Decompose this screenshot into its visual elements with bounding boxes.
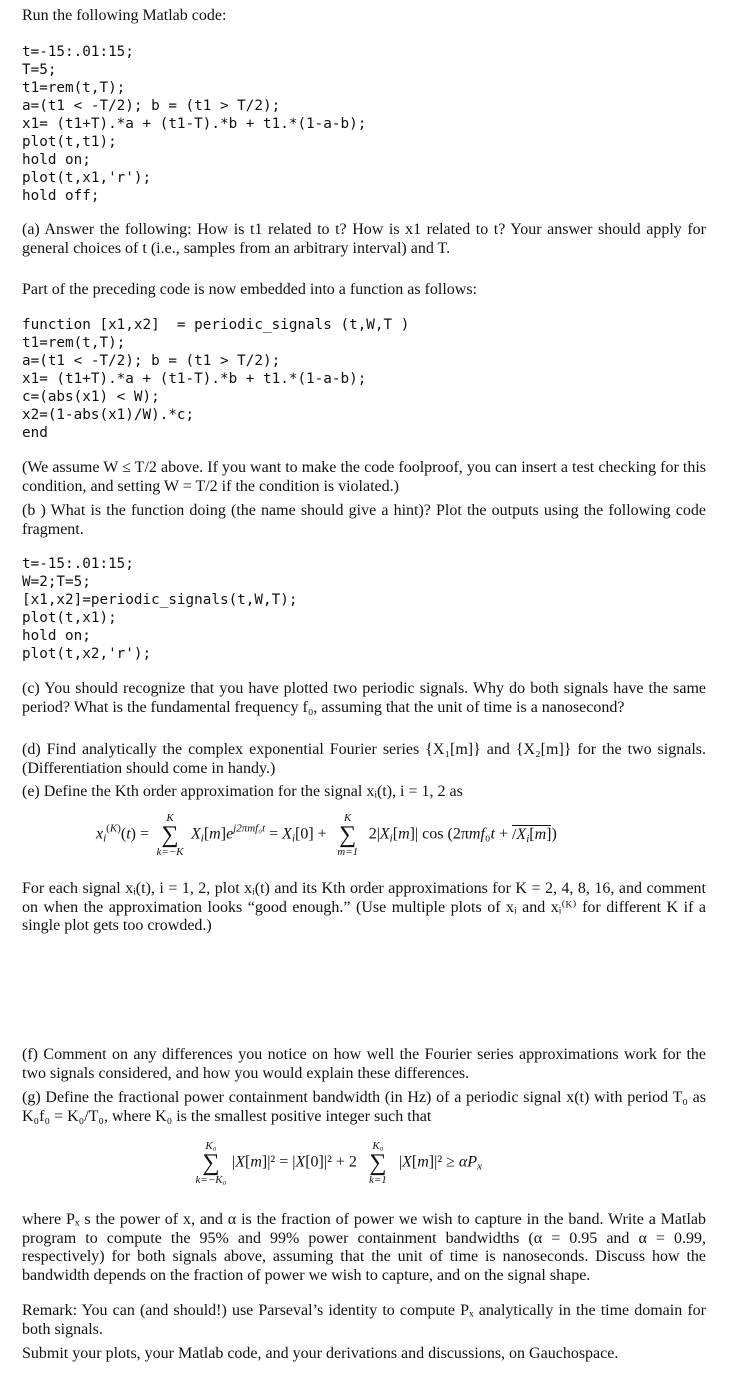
assumption-note: (We assume W ≤ T/2 above. If you want to make the code foolproof, you can insert a test checking for this condition, and setting W = T/2 if the condition is violated.): [22, 459, 706, 495]
code-block-3: [22, 555, 297, 663]
code-line: function [x1,x2] = periodic_signals (t,W,T ): [22, 317, 410, 333]
code-line: plot(t,x1,'r');: [22, 170, 152, 186]
code-line: t1=rem(t,T);: [22, 80, 126, 96]
intro-text: Run the following Matlab code:: [22, 7, 227, 24]
code-line: c=(abs(x1) < W);: [22, 389, 160, 405]
code-line: x2=(1-abs(x1)/W).*c;: [22, 407, 195, 423]
code-line: hold on;: [22, 152, 91, 168]
part-g-instructions: where Pₓ s the power of x, and α is the fraction of power we wish to capture in the band. Write a Matlab program to compute the 95% and 99% power containment bandwidths (α = 0.95 and α = 0.99, respectively) for both signals above, assuming that the unit of time is nanoseconds. Discuss how the bandwidth depends on the fraction of power we wish to capture, and on the signal shape.: [22, 1211, 706, 1284]
code-line: W=2;T=5;: [22, 574, 91, 590]
code-line: plot(t,x1);: [22, 610, 117, 626]
equation-e: $x_i^{(K)}(t)$ = K ∑ k=−K $X_i[m]e^{j2\pi mf_0t} = X_i[0]$ + K ∑ m=1 $2|X_i[m]|$ $\cos (2\pi mf_0t + /X_i[m])$: [96, 812, 557, 858]
embed-intro: Part of the preceding code is now embedded into a function as follows:: [22, 281, 477, 298]
part-f: (f) Comment on any differences you notice on how well the Fourier series approximations work for the two signals considered, and how you would explain these differences.: [22, 1046, 706, 1082]
code-line: plot(t,x2,'r');: [22, 646, 152, 662]
remark: Remark: You can (and should!) use Parseval’s identity to compute Pₓ analytically in the time domain for both signals.: [22, 1302, 706, 1338]
code-line: end: [22, 425, 48, 441]
part-e: (e) Define the Kth order approximation for the signal xᵢ(t), i = 1, 2 as: [22, 783, 463, 800]
code-block-2: [22, 316, 409, 442]
code-line: T=5;: [22, 62, 57, 78]
part-e-instructions: For each signal xᵢ(t), i = 1, 2, plot xᵢ(t) and its Kth order approximations for K = 2, 4, 8, 16, and comment on when the approximation looks “good enough.” (Use multiple plots of xᵢ and xᵢ⁽ᴷ⁾ for different K if a single plot gets too crowded.): [22, 880, 706, 934]
part-g: (g) Define the fractional power containment bandwidth (in Hz) of a periodic signal x(t) with period T₀ as K₀f₀ = K₀/T₀, where K₀ is the smallest positive integer such that: [22, 1089, 706, 1125]
code-line: t1=rem(t,T);: [22, 335, 126, 351]
equation-g: K₀ ∑ k=−K₀ |X[m]|² = |X[0]|² + 2 K₀ ∑ k=1 $|X[m]|^2 \ge \alpha P_x$: [195, 1140, 482, 1186]
code-line: a=(t1 < -T/2); b = (t1 > T/2);: [22, 98, 281, 114]
part-c: (c) You should recognize that you have plotted two periodic signals. Why do both signals have the same period? What is the fundamental frequency f₀, assuming that the unit of time is a nanosecond?: [22, 680, 706, 716]
code-line: t=-15:.01:15;: [22, 556, 134, 572]
part-a: (a) Answer the following: How is t1 related to t? How is x1 related to t? Your answer should apply for general choices of t (i.e., samples from an arbitrary interval) and T.: [22, 221, 706, 257]
part-d: (d) Find analytically the complex exponential Fourier series {X₁[m]} and {X₂[m]} for the two signals. (Differentiation should come in handy.): [22, 741, 706, 777]
code-line: x1= (t1+T).*a + (t1-T).*b + t1.*(1-a-b);: [22, 116, 367, 132]
code-line: plot(t,t1);: [22, 134, 117, 150]
code-line: t=-15:.01:15;: [22, 44, 134, 60]
code-line: [x1,x2]=periodic_signals(t,W,T);: [22, 592, 298, 608]
part-b: (b ) What is the function doing (the name should give a hint)? Plot the outputs using the following code fragment.: [22, 502, 706, 538]
code-line: hold off;: [22, 188, 100, 204]
code-line: hold on;: [22, 628, 91, 644]
code-line: x1= (t1+T).*a + (t1-T).*b + t1.*(1-a-b);: [22, 371, 367, 387]
submission-instructions: Submit your plots, your Matlab code, and your derivations and discussions, on Gauchospace.: [22, 1345, 619, 1362]
code-line: a=(t1 < -T/2); b = (t1 > T/2);: [22, 353, 281, 369]
code-block-1: [22, 43, 366, 205]
